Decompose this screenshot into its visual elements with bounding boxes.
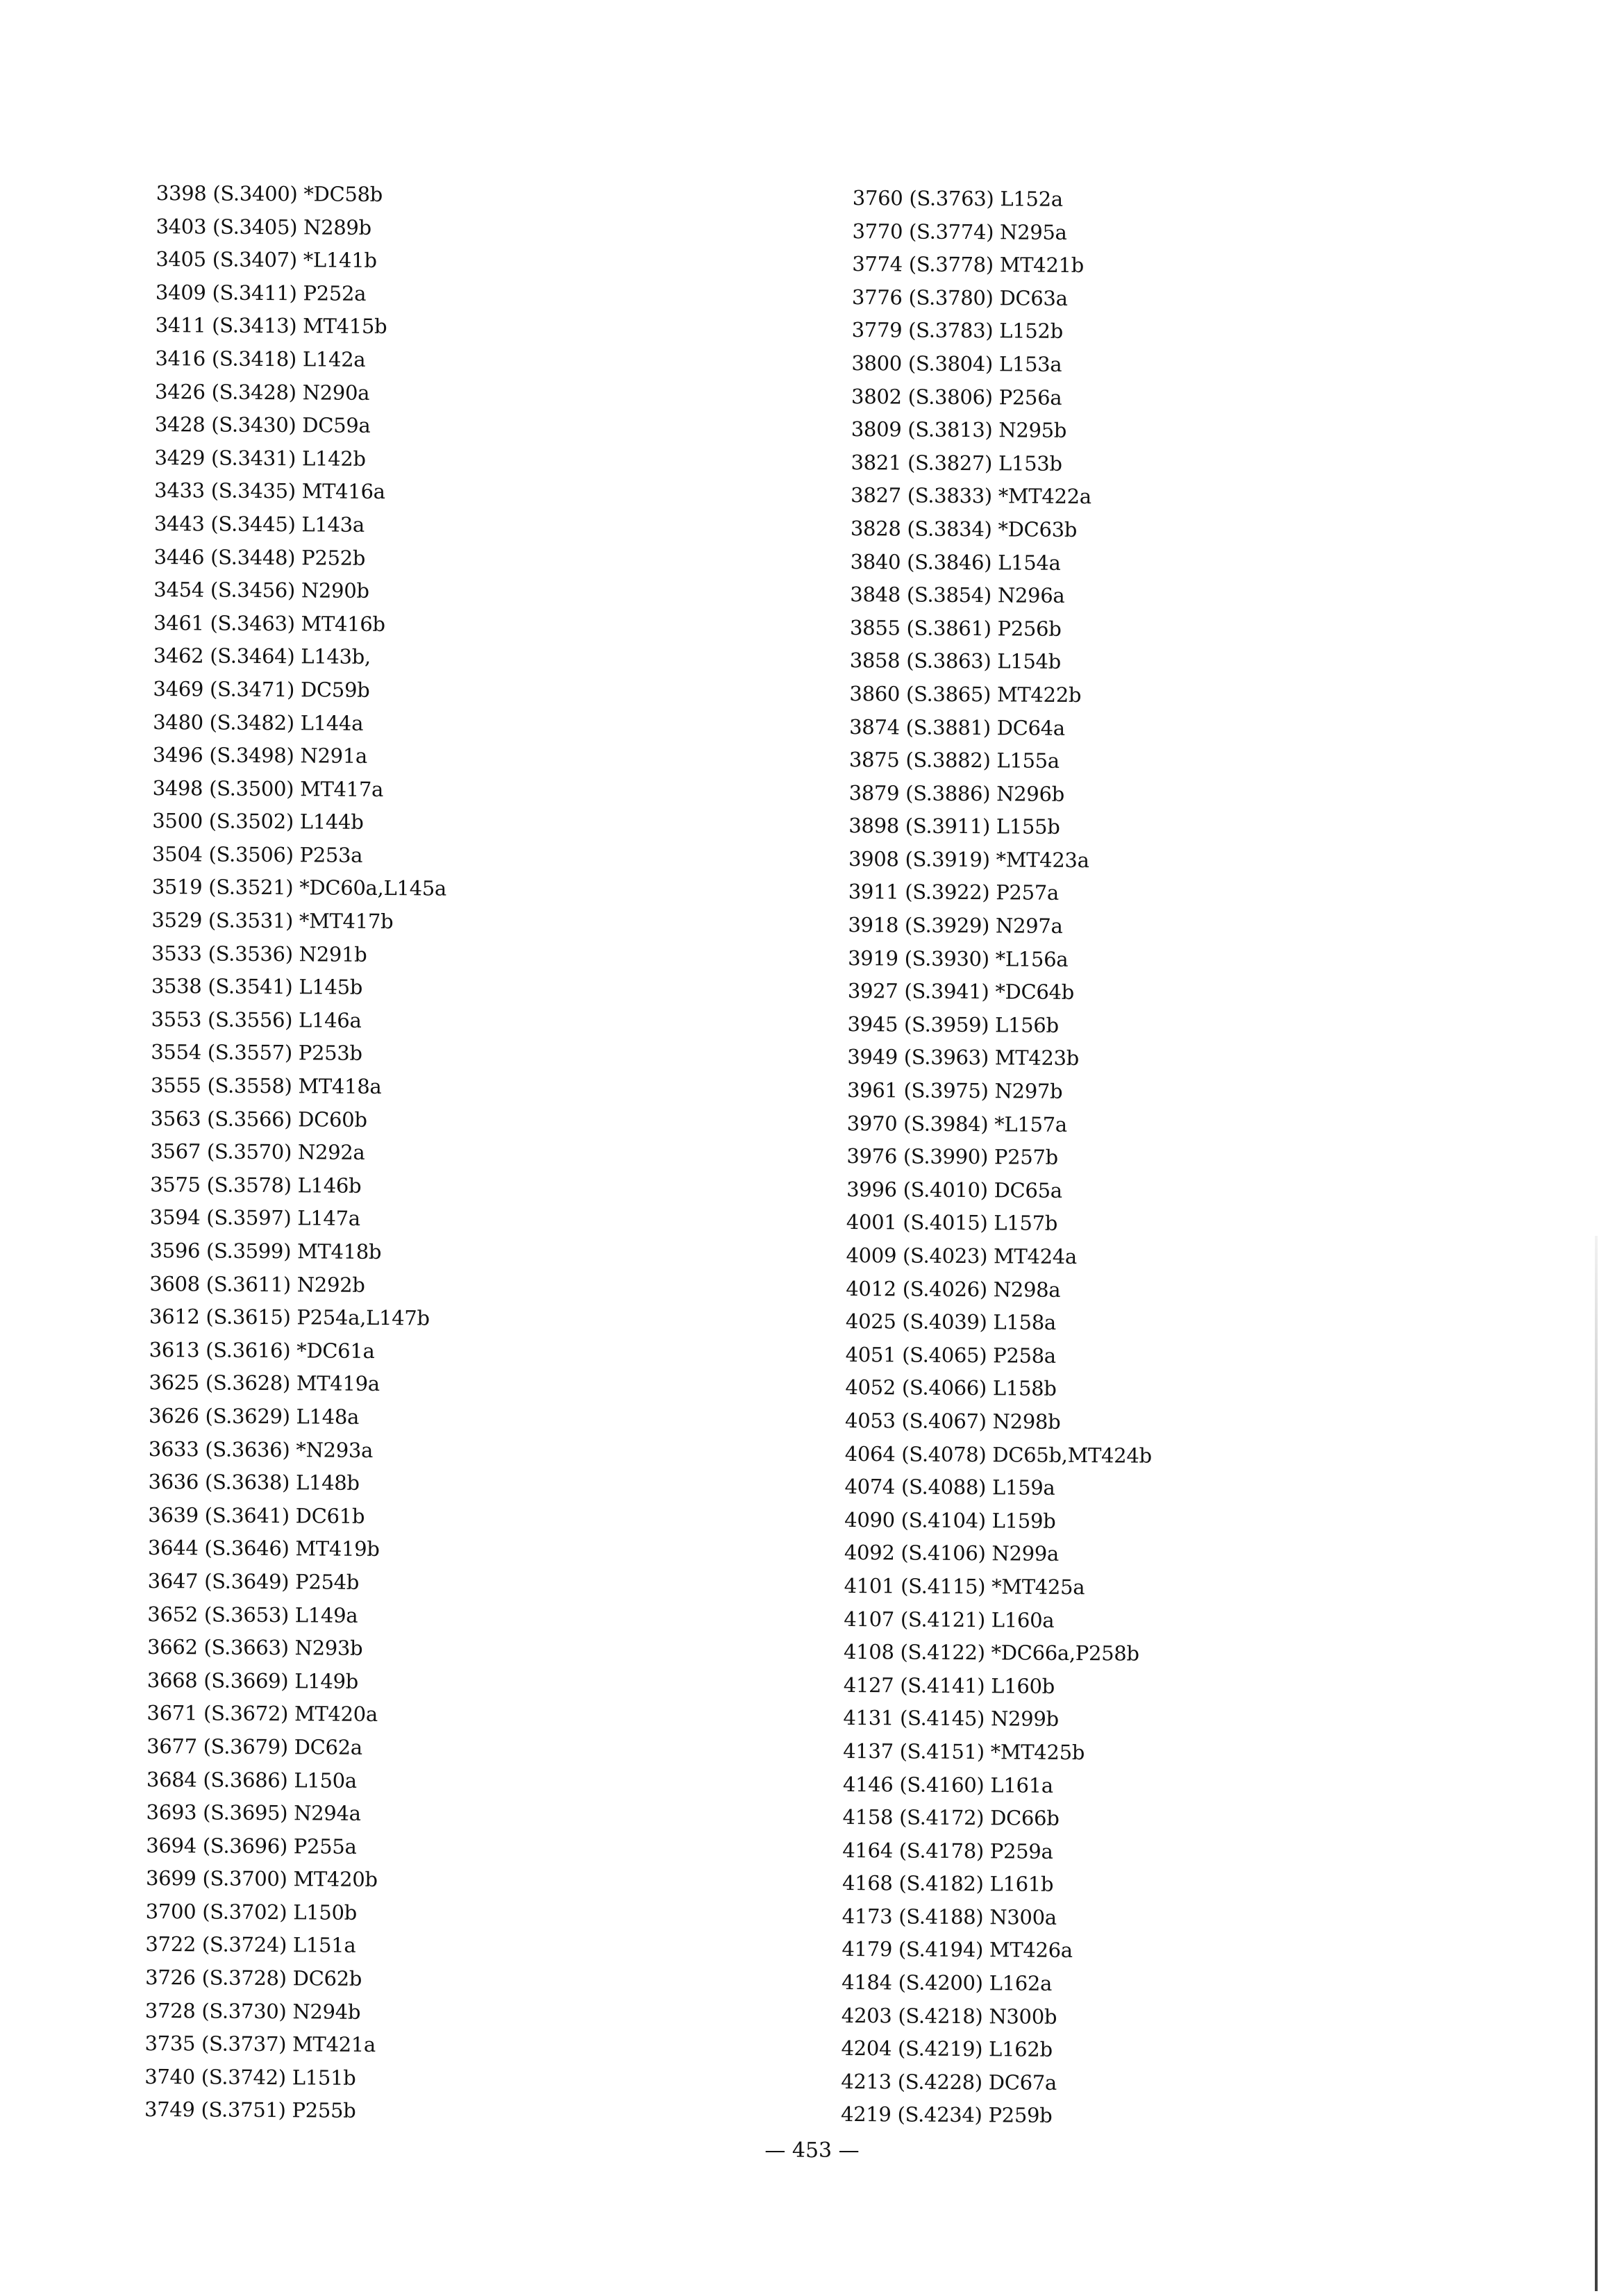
list-item: 3398 (S.3400) *DC58b <box>156 181 383 206</box>
list-item: 3555 (S.3558) MT418a <box>150 1073 382 1099</box>
list-item: 4203 (S.4218) N300b <box>841 2003 1057 2029</box>
list-item: 3554 (S.3557) P253b <box>151 1040 362 1066</box>
list-item: 4213 (S.4228) DC67a <box>841 2069 1057 2095</box>
list-item: 3428 (S.3430) DC59a <box>154 412 371 438</box>
list-item: 3809 (S.3813) N295b <box>851 417 1067 443</box>
list-item: 3426 (S.3428) N290a <box>155 379 370 405</box>
list-item: 3911 (S.3922) P257a <box>848 880 1060 905</box>
list-item: 3529 (S.3531) *MT417b <box>151 908 394 934</box>
list-item: 4090 (S.4104) L159b <box>844 1507 1056 1533</box>
list-item: 3538 (S.3541) L145b <box>151 974 363 1000</box>
list-item: 3684 (S.3686) L150a <box>146 1767 357 1793</box>
list-item: 3553 (S.3556) L146a <box>151 1007 362 1032</box>
left-column-list <box>144 177 451 2129</box>
list-item: 4074 (S.4088) L159a <box>844 1475 1055 1500</box>
list-item: 4025 (S.4039) L158a <box>845 1309 1056 1335</box>
list-item: 4108 (S.4122) *DC66a,P258b <box>843 1640 1139 1666</box>
list-item: 3462 (S.3464) L143b, <box>153 644 371 669</box>
list-item: 3639 (S.3641) DC61b <box>148 1502 365 1528</box>
list-item: 3918 (S.3929) N297a <box>848 913 1063 938</box>
list-item: 3927 (S.3941) *DC64b <box>847 979 1075 1005</box>
list-item: 4179 (S.4194) MT426a <box>842 1937 1073 1963</box>
list-item: 4173 (S.4188) N300a <box>842 1904 1057 1929</box>
list-item: 3625 (S.3628) MT419a <box>149 1371 380 1396</box>
list-item: 3443 (S.3445) L143a <box>153 511 365 537</box>
list-item: 3827 (S.3833) *MT422a <box>851 483 1091 509</box>
list-item: 4101 (S.4115) *MT425a <box>844 1573 1085 1600</box>
list-item: 3416 (S.3418) L142a <box>155 346 366 371</box>
list-item: 3652 (S.3653) L149a <box>147 1602 358 1627</box>
list-item: 3855 (S.3861) P256b <box>849 615 1062 641</box>
scan-edge-shadow <box>1595 1236 1598 2291</box>
list-item: 3699 (S.3700) MT420b <box>145 1866 378 1892</box>
list-item: 3996 (S.4010) DC65a <box>846 1177 1062 1203</box>
list-item: 3461 (S.3463) MT416b <box>153 610 385 636</box>
list-item: 3668 (S.3669) L149b <box>147 1668 359 1693</box>
list-item: 3504 (S.3506) P253a <box>151 841 363 867</box>
list-item: 4009 (S.4023) MT424a <box>846 1243 1078 1269</box>
list-item: 4219 (S.4234) P259b <box>840 2102 1053 2128</box>
list-item: 3800 (S.3804) L153a <box>851 351 1062 376</box>
list-item: 3612 (S.3615) P254a,L147b <box>149 1305 430 1330</box>
list-item: 4158 (S.4172) DC66b <box>842 1805 1060 1830</box>
list-item: 3949 (S.3963) MT423b <box>847 1045 1080 1071</box>
list-item: 3774 (S.3778) MT421b <box>852 252 1085 278</box>
list-item: 3728 (S.3730) N294b <box>144 1998 361 2024</box>
list-item: 4184 (S.4200) L162a <box>842 1970 1053 1995</box>
list-item: 3496 (S.3498) N291a <box>152 743 368 768</box>
list-item: 4051 (S.4065) P258a <box>845 1342 1056 1368</box>
list-item: 4012 (S.4026) N298a <box>846 1276 1061 1302</box>
list-item: 4146 (S.4160) L161a <box>842 1772 1053 1798</box>
list-item: 4131 (S.4145) N299b <box>843 1706 1059 1732</box>
list-item: 3802 (S.3806) P256a <box>851 384 1062 410</box>
list-item: 3454 (S.3456) N290b <box>153 578 369 603</box>
list-item: 3594 (S.3597) L147a <box>149 1205 360 1231</box>
list-item: 3760 (S.3763) L152a <box>852 185 1063 211</box>
list-item: 3563 (S.3566) DC60b <box>150 1106 367 1132</box>
list-item: 3644 (S.3646) MT419b <box>147 1536 380 1561</box>
list-item: 3821 (S.3827) L153b <box>851 450 1062 476</box>
list-item: 3500 (S.3502) L144b <box>152 809 364 835</box>
list-item: 3575 (S.3578) L146b <box>150 1172 362 1198</box>
list-item: 3633 (S.3636) *N293a <box>148 1436 374 1462</box>
list-item: 3596 (S.3599) MT418b <box>149 1238 382 1264</box>
list-item: 3898 (S.3911) L155b <box>848 814 1060 839</box>
list-item: 3613 (S.3616) *DC61a <box>149 1337 375 1363</box>
page-number: — 453 — <box>764 2138 860 2163</box>
list-item: 3874 (S.3881) DC64a <box>849 714 1065 740</box>
list-item: 3779 (S.3783) L152b <box>851 318 1063 344</box>
list-item: 4164 (S.4178) P259a <box>842 1838 1053 1863</box>
list-item: 4064 (S.4078) DC65b,MT424b <box>844 1441 1152 1468</box>
list-item: 3429 (S.3431) L142b <box>154 445 366 471</box>
list-item: 3840 (S.3846) L154a <box>850 549 1061 575</box>
list-item: 4107 (S.4121) L160a <box>844 1607 1055 1632</box>
list-item: 3608 (S.3611) N292b <box>149 1271 365 1297</box>
list-item: 3976 (S.3990) P257b <box>846 1144 1058 1170</box>
list-item: 3411 (S.3413) MT415b <box>155 313 387 339</box>
list-item: 4052 (S.4066) L158b <box>845 1375 1057 1401</box>
list-item: 3908 (S.3919) *MT423a <box>848 846 1089 872</box>
list-item: 4137 (S.4151) *MT425b <box>843 1738 1085 1764</box>
list-item: 3519 (S.3521) *DC60a,L145a <box>151 875 447 901</box>
list-item: 4168 (S.4182) L161b <box>842 1871 1054 1897</box>
list-item: 3970 (S.3984) *L157a <box>846 1111 1067 1137</box>
list-item: 3726 (S.3728) DC62b <box>145 1966 362 1991</box>
list-item: 3919 (S.3930) *L156a <box>848 946 1069 971</box>
list-item: 3533 (S.3536) N291b <box>151 941 367 966</box>
list-item: 3879 (S.3886) N296b <box>848 780 1065 806</box>
list-item: 4204 (S.4219) L162b <box>841 2036 1053 2062</box>
list-item: 3647 (S.3649) P254b <box>147 1568 360 1594</box>
list-item: 4001 (S.4015) L157b <box>846 1210 1058 1236</box>
list-item: 3749 (S.3751) P255b <box>144 2097 356 2123</box>
list-item: 3848 (S.3854) N296a <box>850 583 1065 608</box>
list-item: 3875 (S.3882) L155a <box>848 748 1060 773</box>
list-item: 4127 (S.4141) L160b <box>843 1673 1055 1698</box>
list-item: 3433 (S.3435) MT416a <box>154 478 385 504</box>
list-item: 3403 (S.3405) N289b <box>156 214 371 240</box>
list-item: 3735 (S.3737) MT421a <box>144 2031 376 2057</box>
list-item: 3469 (S.3471) DC59b <box>153 676 370 702</box>
list-item: 3677 (S.3679) DC62a <box>147 1734 362 1759</box>
list-item: 3498 (S.3500) MT417a <box>152 776 384 801</box>
list-item: 3776 (S.3780) DC63a <box>851 285 1068 310</box>
list-item: 3722 (S.3724) L151a <box>145 1932 356 1958</box>
list-item: 3671 (S.3672) MT420a <box>147 1701 378 1727</box>
list-item: 3945 (S.3959) L156b <box>847 1012 1059 1037</box>
list-item: 3740 (S.3742) L151b <box>144 2064 356 2090</box>
list-item: 3770 (S.3774) N295a <box>852 219 1067 244</box>
list-item: 3662 (S.3663) N293b <box>147 1635 363 1660</box>
list-item: 3858 (S.3863) L154b <box>849 648 1062 674</box>
right-column-list <box>841 182 1160 2134</box>
list-item: 3626 (S.3629) L148a <box>148 1403 360 1429</box>
list-item: 3480 (S.3482) L144a <box>153 710 364 735</box>
list-item: 3636 (S.3638) L148b <box>148 1470 360 1495</box>
list-item: 4092 (S.4106) N299a <box>844 1541 1060 1566</box>
list-item: 3860 (S.3865) MT422b <box>849 681 1082 707</box>
list-item: 3693 (S.3695) N294a <box>146 1800 361 1825</box>
list-item: 3694 (S.3696) P255a <box>146 1833 357 1859</box>
list-item: 4053 (S.4067) N298b <box>844 1408 1061 1434</box>
list-item: 3409 (S.3411) P252a <box>155 280 367 305</box>
list-item: 3700 (S.3702) L150b <box>145 1899 358 1925</box>
list-item: 3405 (S.3407) *L141b <box>156 247 377 273</box>
list-item: 3567 (S.3570) N292a <box>150 1139 365 1165</box>
list-item: 3961 (S.3975) N297b <box>846 1078 1063 1103</box>
list-item: 3446 (S.3448) P252b <box>153 544 366 570</box>
list-item: 3828 (S.3834) *DC63b <box>850 516 1078 542</box>
